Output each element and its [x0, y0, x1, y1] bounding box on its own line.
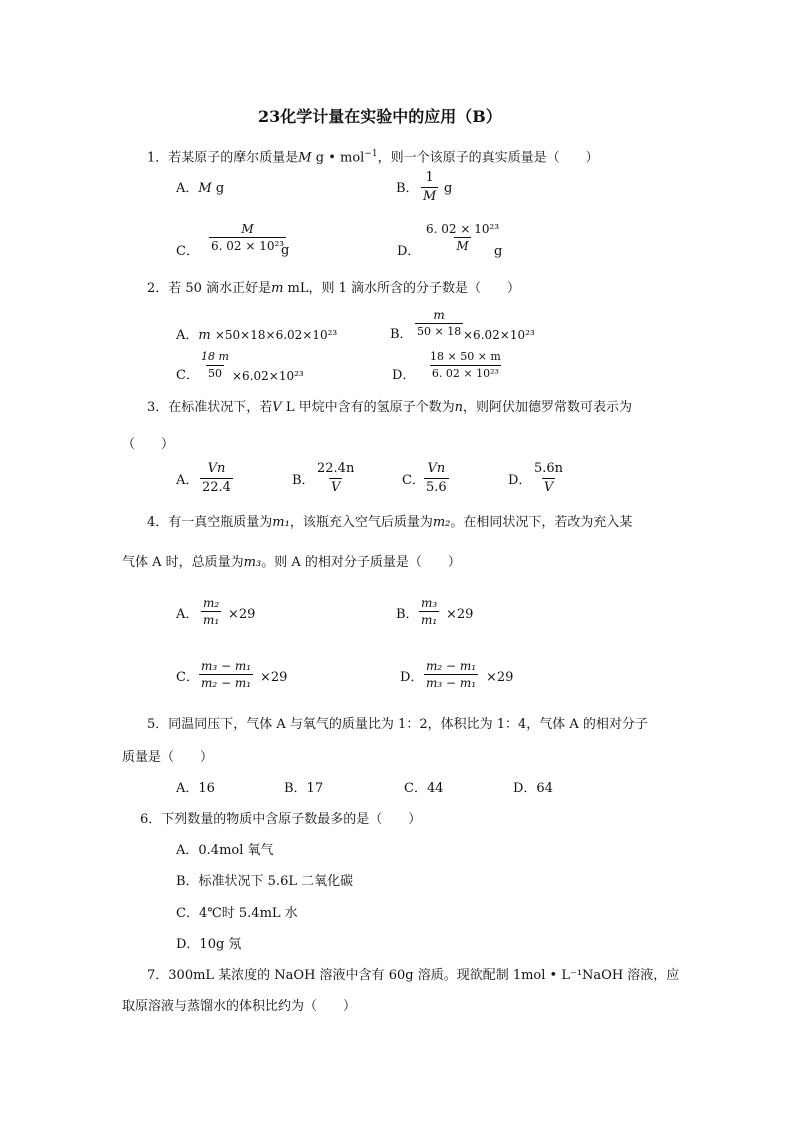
- q4-line2-b: 。则 A 的相对分子质量是（ ）: [261, 555, 461, 570]
- q4-b-den: m₁: [421, 613, 438, 627]
- q5-line2: 质量是（ ）: [122, 750, 214, 765]
- q1-c-label: C．: [176, 244, 199, 259]
- q4-m2: m₂: [432, 515, 451, 530]
- q3-stem-a: 3．在标准状况下，若: [147, 400, 273, 415]
- q3-a-fraction: [200, 461, 233, 496]
- q4-d-den: m₃ − m₁: [426, 676, 477, 690]
- q1-d-den: M: [456, 239, 469, 253]
- q5-option-b: B．17: [284, 781, 324, 796]
- q1-c-num: M: [241, 222, 254, 236]
- q6-option-b: B．标准状况下 5.6L 二氧化碳: [176, 874, 354, 889]
- q4-d-tail: ×29: [486, 670, 514, 685]
- q3-d-fraction: [532, 461, 565, 496]
- q3-c-label: C．: [402, 473, 425, 488]
- q3-c-den: 5.6: [426, 480, 447, 495]
- q4-line1-c: 。在相同状况下，若改为充入某: [450, 515, 633, 530]
- q1-c-den: 6. 02 × 10²³: [211, 239, 285, 253]
- q4-line1: [147, 515, 632, 531]
- q2-c-fraction: [199, 350, 231, 381]
- q4-line2: [122, 555, 461, 571]
- q4-a-fraction: [201, 596, 221, 627]
- q3-c-num: Vn: [427, 461, 446, 476]
- q1-var: M: [298, 150, 312, 166]
- q6-option-c: C．4℃时 5.4mL 水: [176, 906, 298, 921]
- q2-a-expr: ×50×18×6.02×10²³: [214, 328, 338, 342]
- q1-b-fraction: [421, 170, 438, 205]
- q2-a-label: A．: [176, 328, 199, 343]
- q1-d-num: 6. 02 × 10²³: [426, 222, 500, 236]
- q1-option-a: [176, 181, 224, 197]
- q4-line2-a: 气体 A 时，总质量为: [122, 555, 244, 570]
- q2-a-var: m: [198, 328, 211, 343]
- q2-var: m: [271, 281, 284, 296]
- q1-sup: −1: [364, 149, 378, 159]
- q1-a-unit: g: [215, 181, 225, 196]
- q3-stem-c: ，则阿伏加德罗常数可表示为: [462, 400, 632, 415]
- q4-d-num: m₂ − m₁: [426, 659, 477, 673]
- q3-stem-b: L 甲烷中含有的氢原子个数为: [285, 400, 455, 415]
- q7-line1: 7．300mL 某浓度的 NaOH 溶液中含有 60g 溶质。现欲配制 1mol • L⁻¹NaOH 溶液，应: [147, 968, 680, 983]
- q4-m3: m₃: [243, 555, 262, 570]
- q5-option-d: D．64: [513, 781, 553, 796]
- q1-a-var: M: [198, 181, 212, 196]
- q1-b-unit: g: [444, 181, 453, 196]
- q2-stem-b: mL，则 1 滴水所含的分子数是（ ）: [287, 281, 521, 296]
- q2-c-tail: ×6.02×10²³: [232, 369, 304, 383]
- q2-b-den: 50 × 18: [417, 325, 462, 338]
- q1-c-unit: g: [281, 243, 290, 258]
- q2-stem-a: 2．若 50 滴水正好是: [147, 281, 272, 296]
- q4-a-tail: ×29: [228, 607, 256, 622]
- q2-d-num: 18 × 50 × m: [430, 350, 501, 363]
- q5-option-c: C．44: [404, 781, 444, 796]
- q3-b-num: 22.4n: [317, 461, 355, 476]
- q2-stem: [147, 281, 520, 297]
- q3-var-v: V: [272, 400, 282, 415]
- q6-option-a: A．0.4mol 氧气: [176, 843, 274, 858]
- q4-c-fraction: [199, 659, 253, 690]
- q4-a-den: m₁: [203, 613, 220, 627]
- q4-c-den: m₂ − m₁: [201, 676, 252, 690]
- q1-a-label: A．: [176, 181, 199, 196]
- q2-d-label: D．: [392, 368, 416, 383]
- q4-b-label: B．: [396, 607, 419, 622]
- q3-b-label: B．: [292, 473, 315, 488]
- q3-d-num: 5.6n: [534, 461, 564, 476]
- q2-d-fraction: [428, 350, 503, 381]
- q3-a-num: Vn: [207, 461, 226, 476]
- q3-var-n: n: [454, 400, 463, 415]
- q3-paren: （ ）: [122, 437, 175, 452]
- q4-a-label: A．: [176, 607, 199, 622]
- q3-b-den: V: [330, 480, 341, 495]
- q6-stem: 6．下列数量的物质中含原子数最多的是（ ）: [140, 812, 422, 827]
- q4-a-num: m₂: [203, 596, 220, 610]
- q1-b-den: M: [423, 189, 437, 204]
- q4-b-num: m₃: [421, 596, 438, 610]
- q7-line2: 取原溶液与蒸馏水的体积比约为（ ）: [122, 999, 357, 1014]
- q3-a-den: 22.4: [202, 480, 231, 495]
- q2-b-num: m: [433, 308, 445, 322]
- q2-c-label: C．: [176, 368, 199, 383]
- q2-c-num: 18 m: [201, 350, 229, 363]
- q4-b-tail: ×29: [446, 607, 474, 622]
- q1-d-fraction: [424, 222, 501, 253]
- q4-b-fraction: [419, 596, 439, 627]
- q5-option-a: A．16: [176, 781, 215, 796]
- q4-d-label: D．: [400, 670, 424, 685]
- q4-line1-a: 4．有一真空瓶质量为: [147, 515, 273, 530]
- q4-c-num: m₃ − m₁: [201, 659, 252, 673]
- q3-d-label: D．: [508, 473, 532, 488]
- q1-stem-c: ，则一个该原子的真实质量是（ ）: [377, 150, 599, 166]
- q1-stem-b: g • mol: [315, 150, 365, 166]
- q1-stem-a: 1．若某原子的摩尔质量是: [147, 150, 299, 166]
- q1-d-unit: g: [494, 244, 503, 259]
- q3-stem: [147, 400, 632, 416]
- q6-option-d: D．10g 氖: [176, 937, 242, 952]
- q5-line1: 5．同温同压下，气体 A 与氧气的质量比为 1：2，体积比为 1：4，气体 A 的相对分子: [147, 717, 648, 732]
- q2-d-den: 6. 02 × 10²³: [431, 367, 499, 380]
- q1-b-num: 1: [425, 170, 434, 185]
- q2-b-label: B．: [390, 327, 413, 342]
- q1-d-label: D．: [397, 244, 421, 259]
- page-title: 23化学计量在实验中的应用（B）: [258, 107, 502, 126]
- q2-b-fraction: [415, 308, 463, 339]
- q3-a-label: A．: [176, 473, 199, 488]
- q3-c-fraction: [424, 461, 449, 496]
- q2-option-a: [176, 327, 337, 344]
- q1-c-fraction: [209, 222, 286, 253]
- q4-d-fraction: [424, 659, 478, 690]
- q2-b-tail: ×6.02×10²³: [463, 328, 535, 342]
- q3-d-den: V: [543, 480, 554, 495]
- q4-c-label: C．: [176, 670, 199, 685]
- q4-m1: m₁: [272, 515, 290, 530]
- q4-line1-b: ，该瓶充入空气后质量为: [289, 515, 433, 530]
- q4-c-tail: ×29: [260, 670, 288, 685]
- q3-b-fraction: [315, 461, 356, 496]
- q1-b-label: B．: [396, 181, 419, 196]
- q1-stem: [147, 146, 599, 166]
- q2-c-den: 50: [207, 367, 222, 380]
